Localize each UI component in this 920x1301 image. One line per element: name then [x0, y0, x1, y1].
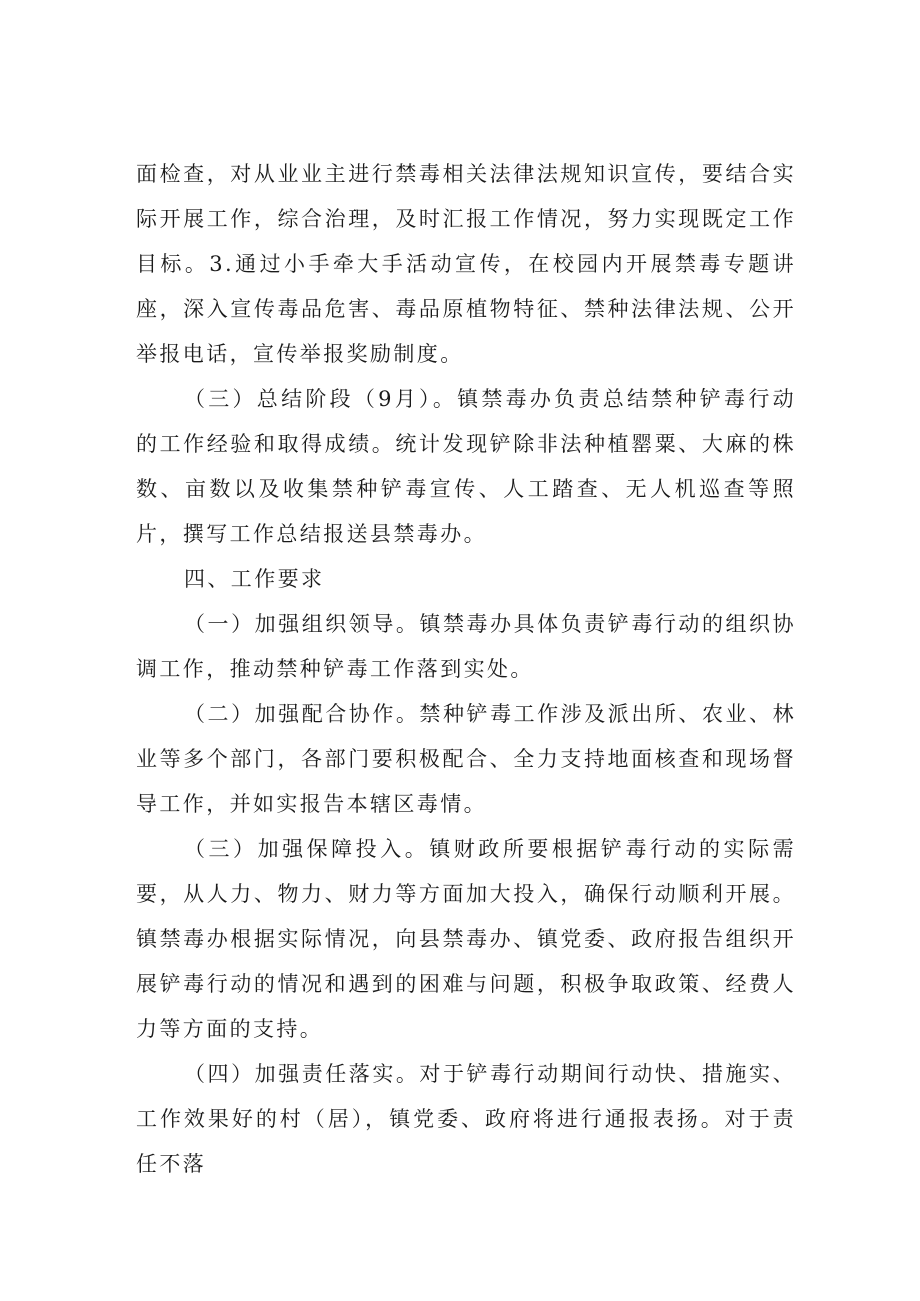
paragraph-summary-stage: （三）总结阶段（9月）。镇禁毒办负责总结禁种铲毒行动的工作经验和取得成绩。统计发现铲除非法种植罂粟、大麻的株数、亩数以及收集禁种铲毒宣传、人工踏查、无人机巡查等照片，撰写工作总结报送县禁毒办。: [136, 387, 796, 546]
paragraph-cooperation: （二）加强配合协作。禁种铲毒工作涉及派出所、农业、林业等多个部门，各部门要积极配合、全力支持地面核查和现场督导工作，并如实报告本辖区毒情。: [136, 702, 796, 816]
section-heading-work-requirements: 四、工作要求: [184, 567, 325, 591]
paragraph-responsibility: （四）加强责任落实。对于铲毒行动期间行动快、措施实、工作效果好的村（居），镇党委、政府将进行通报表扬。对于责任不落: [136, 1062, 796, 1176]
paragraph-continuation: 面检查，对从业业主进行禁毒相关法律法规知识宣传，要结合实际开展工作，综合治理，及时汇报工作情况，努力实现既定工作目标。3.通过小手牵大手活动宣传，在校园内开展禁毒专题讲座，深入宣传毒品危害、毒品原植物特征、禁种法律法规、公开举报电话，宣传举报奖励制度。: [136, 162, 796, 366]
document-body: [136, 152, 796, 1187]
paragraph-organization-leadership: （一）加强组织领导。镇禁毒办具体负责铲毒行动的组织协调工作，推动禁种铲毒工作落到实处。: [136, 612, 796, 681]
paragraph-support-investment: （三）加强保障投入。镇财政所要根据铲毒行动的实际需要，从人力、物力、财力等方面加大投入，确保行动顺利开展。镇禁毒办根据实际情况，向县禁毒办、镇党委、政府报告组织开展铲毒行动的情况和遇到的困难与问题，积极争取政策、经费人力等方面的支持。: [136, 837, 796, 1041]
